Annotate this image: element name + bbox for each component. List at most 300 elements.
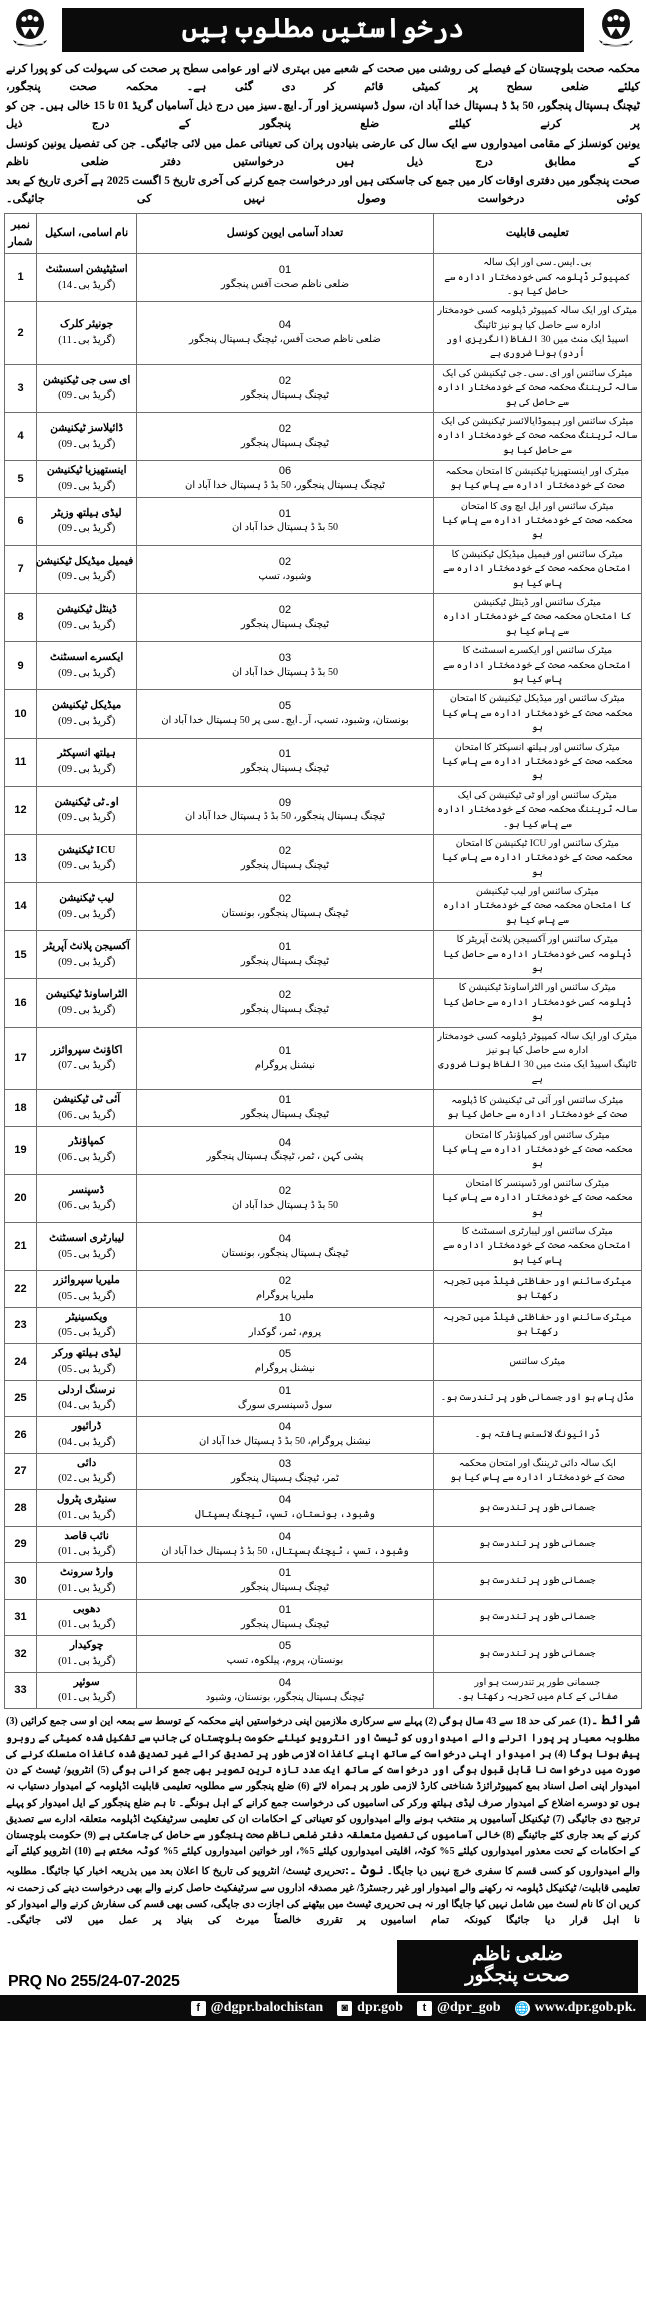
post-count: 01 [278,1094,292,1107]
post-scale: (گریڈ بی۔05) [58,1248,116,1260]
qualification-line: کمپیوٹر ڈپلومہ کسی خودمختار ادارہ سے حاصل کیا ہو۔ [444,271,631,297]
cell-posts [137,642,433,690]
post-location: ٹیچنگ ہسپتال پنجگور [240,437,330,449]
cell-serial: 28 [5,1490,37,1527]
post-location: ٹمر، ٹیچنگ ہسپتال پنجگور [230,1472,339,1484]
post-title: لیب ٹیکنیشن [59,892,115,904]
website-link[interactable] [515,2000,636,2016]
post-scale: (گریڈ بی۔09) [58,667,116,679]
qualification-line: میٹرک سائنس اور لیبارٹری اسسٹنٹ کا [461,1226,613,1237]
cell-qualification [433,1417,641,1454]
cell-posts [137,1526,433,1563]
page-title-text: درخواستیں مطلوب ہیں [181,12,465,43]
cell-post-name [37,1307,137,1344]
cell-post-name [37,834,137,882]
table-row [5,931,642,979]
post-count: 03 [278,652,292,665]
cell-qualification [433,1380,641,1417]
globe-icon: 🌐 [515,2002,529,2015]
cell-serial: 10 [5,690,37,738]
cell-serial: 18 [5,1090,37,1127]
cell-post-name [37,1344,137,1381]
post-location: ملیریا پروگرام [256,1290,314,1302]
qualification-line: سالہ ٹریننگ محکمہ صحت کے خودمختار ادارہ سے حاصل کیا ہو [437,430,638,456]
table-row [5,1672,642,1709]
cell-qualification [433,254,641,302]
post-count: 04 [278,1530,292,1543]
cell-posts [137,302,433,365]
cell-post-name [37,413,137,461]
balochistan-government-crest-left-icon [590,4,642,56]
post-count: 04 [278,319,292,332]
cell-qualification [433,594,641,642]
twitter-icon: t [417,2001,432,2016]
qualification-line: ڈرائیونگ لائسنس یافتہ ہو۔ [474,1428,600,1440]
post-location: ٹیچنگ ہسپتال پنجگور، بونستان [221,1247,349,1259]
cell-qualification [433,1271,641,1308]
post-count: 01 [278,1603,292,1616]
cell-serial: 6 [5,497,37,545]
social-media-bar [0,1995,646,2021]
table-row [5,834,642,882]
qualification-line: محکمہ صحت کے خودمختار ادارہ سے پاس کیا ہو [441,707,633,734]
column-header-posts: تعداد آسامی ایوین کونسل [137,214,433,254]
post-location: ٹیچنگ ہسپتال پنجگور [240,1582,330,1594]
post-scale: (گریڈ بی۔01) [58,1582,116,1594]
cell-serial: 24 [5,1344,37,1381]
cell-qualification [433,1490,641,1527]
qualification-line: صحت کے خودمختار ادارہ سے پاس کیا ہو [450,479,625,491]
page-title [62,8,584,52]
cell-qualification [433,738,641,786]
twitter-label: @dpr_gob [436,2000,501,2016]
cell-post-name [37,1126,137,1174]
authority-line-1: ضلعی ناظم [471,1943,564,1965]
post-scale: (گریڈ بی۔09) [58,908,116,920]
post-scale: (گریڈ بی۔14) [58,279,116,291]
post-scale: (گریڈ بی۔05) [58,1327,116,1339]
qualification-line: میٹرک سائنس اور ڈینٹل ٹیکنیشن [473,597,602,609]
authority-line-2: صحت پنجگور [465,1965,570,1987]
twitter-link[interactable] [417,2000,501,2016]
cell-serial: 2 [5,302,37,365]
qualification-line: میٹرک سائنس اور ICU ٹیکنیشن کا امتحان [455,837,619,849]
post-location: بونستان، پروم، پیلکوہ، تسپ [226,1655,344,1667]
post-title: آکسیجن پلانٹ آپریٹر [43,941,130,953]
signature-row [0,1931,646,1993]
post-location: ٹیچنگ ہسپتال پنجگور، 50 بڈ ڈ ہسپتال خدا آباد ان [185,811,385,823]
cell-serial: 20 [5,1174,37,1222]
post-scale: (گریڈ بی۔09) [58,480,116,492]
post-count: 02 [278,892,292,905]
cell-posts [137,738,433,786]
cell-qualification [433,1027,641,1090]
post-count: 02 [278,555,292,568]
table-row [5,1380,642,1417]
post-scale: (گریڈ بی۔06) [58,1109,116,1121]
cell-posts [137,1672,433,1709]
column-header-serial: نمبر شمار [5,214,37,254]
qualification-line: صحت کے خودمختار ادارہ سے حاصل کیا ہو [447,1108,628,1120]
table-row [5,364,642,412]
post-location: نیشنل پروگرام [254,1363,316,1375]
post-scale: (گریڈ بی۔09) [58,571,116,583]
post-title: ملیریا سپروائزر [53,1275,120,1287]
conditions-text [6,1710,640,1929]
qualification-line: جسمانی طور پر تندرست ہو [479,1501,596,1513]
cell-serial: 4 [5,413,37,461]
table-row [5,1563,642,1600]
cell-serial: 31 [5,1599,37,1636]
qualification-line: میٹرک سائنس اور ڈسپنسر کا امتحان [465,1177,610,1189]
cell-posts [137,1090,433,1127]
cell-posts [137,786,433,834]
post-scale: (گریڈ بی۔02) [58,1473,116,1485]
table-row [5,979,642,1027]
post-location: نیشنل پروگرام [254,1059,316,1071]
post-title: الٹراساونڈ ٹیکنیشن [45,989,128,1001]
table-row [5,1174,642,1222]
post-location: ٹیچنگ ہسپتال پنجگور [240,859,330,871]
post-location: پروم، ٹمر، گوکدار [248,1326,322,1338]
post-count: 09 [278,796,292,809]
qualification-line: امتحان محکمہ صحت کے خودمختار ادارہ سے پاس کیا ہو [443,563,632,589]
cell-posts [137,1417,433,1454]
cell-qualification [433,364,641,412]
post-location: ٹیچنگ ہسپتال پنجگور، بونستان [221,907,349,919]
cell-posts [137,1223,433,1271]
cell-serial: 19 [5,1126,37,1174]
qualification-line: سالہ ٹریننگ محکمہ صحت کے خودمختار ادارہ سے پاس کیا ہو۔ [437,804,638,830]
issuing-authority [397,1940,638,1994]
post-title: ICU ٹیکنیشن [57,844,116,856]
intro-line-2: ٹیچنگ ہسپتال پنجگور، 50 بڈ ڈ ہسپتال خدا آباد ان، سول ڈسپنسریز اور آر۔ایچ۔سیز میں درج ذیل آسامیاں گریڈ 01 تا 15 خالی ہیں۔ جن کو پر کرنے کیلئے ضلع پنجگور کے درج ذیل [6,100,640,131]
cell-serial: 17 [5,1027,37,1090]
post-scale: (گریڈ بی۔09) [58,523,116,535]
qualification-line: میٹرک سائنس اور کمپاؤنڈر کا امتحان [464,1129,610,1141]
post-title: وارڈ سرونٹ [60,1567,114,1579]
post-count: 04 [278,1494,292,1507]
post-scale: (گریڈ بی۔01) [58,1619,116,1631]
cell-post-name [37,1599,137,1636]
qualification-line: محکمہ صحت کے خودمختار ادارہ سے پاس کیا ہو [441,1144,633,1170]
table-row [5,883,642,931]
cell-post-name [37,1636,137,1673]
post-count: 05 [278,1640,292,1653]
cell-posts [137,461,433,498]
cell-post-name [37,364,137,412]
post-title: سنیٹری پٹرول [56,1494,117,1506]
post-count: 04 [278,1421,292,1434]
qualification-line: میٹرک سائنس اور لیب ٹیکنیشن [475,886,599,898]
cell-posts [137,364,433,412]
post-scale: (گریڈ بی۔01) [58,1509,116,1521]
cell-posts [137,413,433,461]
cell-serial: 11 [5,738,37,786]
cell-post-name [37,786,137,834]
post-title: ای سی جی ٹیکنیشن [42,374,131,386]
cell-serial: 8 [5,594,37,642]
qualification-line: محکمہ صحت کے خودمختار ادارہ سے پاس کیا ہو [441,515,633,541]
cell-serial: 23 [5,1307,37,1344]
post-scale: (گریڈ بی۔05) [58,1290,116,1302]
post-count: 02 [278,374,292,387]
cell-qualification [433,1672,641,1709]
facebook-link[interactable] [191,2000,324,2016]
cell-serial: 7 [5,545,37,593]
post-title: نائب قاصد [64,1530,109,1542]
qualification-line: جسمانی طور پر تندرست ہو [479,1611,596,1623]
post-count: 05 [278,1348,292,1361]
qualification-line: امتحان محکمہ صحت کے خودمختار ادارہ سے پاس کیا ہو [443,659,632,685]
cell-post-name [37,1417,137,1454]
cell-posts [137,1490,433,1527]
cell-serial: 3 [5,364,37,412]
intro-paragraph [0,58,646,212]
post-title: لیڈی ہیلتھ ورکر [52,1348,122,1360]
table-row [5,1490,642,1527]
cell-serial: 5 [5,461,37,498]
cell-posts [137,1344,433,1381]
post-location: ٹیچنگ ہسپتال پنجگور [240,763,330,775]
cell-post-name [37,1271,137,1308]
qualification-line: میٹرک سائنس اور الٹراساونڈ ٹیکنیشن کا [458,982,616,994]
qualification-line: جسمانی طور پر تندرست ہو [479,1538,596,1550]
table-row [5,594,642,642]
qualification-line: میٹرک سائنس اور حفاظتی فیلڈ میں تجربہ رکھتا ہو [443,1312,632,1338]
post-count: 04 [278,1136,292,1149]
qualification-line: میٹرک سائنس اور آئی ٹی ٹیکنیشن کا ڈپلومہ [451,1094,624,1106]
cell-post-name [37,1223,137,1271]
post-scale: (گریڈ بی۔05) [58,1363,116,1375]
post-scale: (گریڈ بی۔09) [58,764,116,776]
qualification-line: ایک سالہ دائی ٹریننگ اور امتحان محکمہ [458,1458,616,1470]
qualification-line: سالہ ٹریننگ محکمہ صحت کے خودمختار ادارہ سے حاصل کی ہو [437,382,638,408]
qualification-line: کا امتحان محکمہ صحت کے خودمختار ادارہ سے پاس کیا ہو [443,611,632,637]
post-count: 01 [278,507,292,520]
table-row [5,1271,642,1308]
qualification-line: محکمہ صحت کے خودمختار ادارہ سے پاس کیا ہو [441,852,633,878]
qualification-line: اسپیڈ ایک منٹ میں 30 الفاظ (انگریزی اور اُردو) ہونا ضروری ہے [446,334,629,360]
post-title: لیبارٹری اسسٹنٹ [49,1232,125,1244]
post-count: 04 [278,1232,292,1245]
cell-qualification [433,979,641,1027]
post-location: 50 بڈ ڈ ہسپتال خدا آباد ان [231,1199,338,1211]
cell-serial: 33 [5,1672,37,1709]
conditions-body: (1) عمر کی حد 18 سے 43 سال ہوگی (2) پہلے سے سرکاری ملازمین اپنی درخواستیں اپنے محکمہ کے توسط سے بمعہ این او سی جمع کرائیں (3) مطلوبہ معیار پر پورا اترنے والے امیدواروں کو ٹیسٹ اور انٹرویو کیلئے حکومت بلوچستان کی جانب سے تشکیل شدہ کمیٹی کے روبرو پیش ہونا ہوگا (4) ہر امیدوار اپنی درخواست کے ساتھ اپنے کاغذات لازمی طور پر تصدیق کرائے غیر تصدیق شدہ کاغذات منسلک کرنے کی صورت میں درخواست نا قابل قبول ہوگی اور درخواست کے ساتھ ایک عدد تازہ ترین تصویر بھی جمع کرانی ہوگی (5) انٹرویو/ ٹیسٹ کے دن امیدوار اپنی اصل اسناد بمع کمپیوٹرائزڈ شناختی کارڈ لازمی طور پر ہمراہ لائے (6) ضلع پنجگور سے مطلوبہ تعلیمی قابلیت اڈپلومہ کے امیدوار دستیاب نہ ہوں تو دوسرے اضلاع کے امیدوار صرف لیڈی ہیلتھ ورکر کی اسامیوں کی درخواست جمع کرانے کے اہل ہونگے۔ تا ہم ضلع پنجگور کے ایل امیدوار کو پہلے ترجیح دی جائیگی (7) ٹیکنیکل آسامیوں پر منتخب ہونے والے امیدواروں کو تعیناتی کے احکامات ان کی تعلیمی سرٹیفکیٹ اڈپلومہ متعلقہ ادارے سے تصدیق کرنے کے بعد جاری کئے جائینگے (8) خالی آسامیوں کی تفصیل متعلقہ دفتر ضلعی ناظم صحت پنجگور سے حاصل کی جاسکتی ہے (9) حکومت بلوچستان کے احکامات کے تحت معذور امیدواروں کیلئے 5% کوٹہ، اقلیتی امیدواروں کیلئے 5%، اور خواتین امیدواروں کیلئے 5% کوٹہ مختص ہے (10) انٹرویو کیلئے آنے والے امیدواروں کو کسی قسم کا سفری خرچ نہیں دیا جایگا۔ [6,1716,641,1878]
qualification-line: میٹرک سائنس اور حفاظتی فیلڈ میں تجربہ رکھتا ہو [443,1275,632,1301]
post-location: ٹیچنگ ہسپتال پنجگور، 50 بڈ ڈ ہسپتال خدا آباد ان [185,480,385,492]
post-scale: (گریڈ بی۔06) [58,1200,116,1212]
post-location: 50 بڈ ڈ ہسپتال خدا آباد ان [231,666,338,678]
post-count: 02 [278,844,292,857]
post-count: 01 [278,1384,292,1397]
post-title: اینستھیزیا ٹیکنیشن [46,465,127,477]
cell-posts [137,1174,433,1222]
qualification-line: میٹرک سائنس اور آکسیجن پلانٹ آپریٹر کا [456,934,619,946]
cell-post-name [37,931,137,979]
table-row [5,302,642,365]
cell-posts [137,1599,433,1636]
table-row [5,738,642,786]
table-row [5,461,642,498]
cell-serial: 1 [5,254,37,302]
instagram-link[interactable] [337,2000,403,2016]
post-scale: (گریڈ بی۔11) [58,335,116,347]
post-scale: (گریڈ بی۔04) [58,1400,116,1412]
post-title: دھوبی [73,1603,101,1615]
qualification-line: میٹرک سائنس اور ای۔سی۔جی ٹیکنیشن کی ایک [442,367,633,379]
qualification-line: میٹرک سائنس اور ایکسرے اسسٹنٹ کا [462,645,613,657]
table-row [5,1344,642,1381]
qualification-line: جسمانی طور پر تندرست ہو [479,1574,596,1586]
post-location: وشبود، تسپ [258,570,312,582]
cell-posts [137,1636,433,1673]
cell-qualification [433,1453,641,1490]
cell-qualification [433,1344,641,1381]
cell-qualification [433,461,641,498]
post-title: لیڈی ہیلتھ وزیٹر [51,507,122,519]
qualification-line: ٹائپنگ اسپیڈ ایک منٹ میں 30 الفاظ ہونا ضروری ہے [438,1059,637,1085]
table-row [5,1307,642,1344]
post-location: 50 بڈ ڈ ہسپتال خدا آباد ان [231,522,338,534]
cell-post-name [37,1526,137,1563]
post-location: ٹیچنگ ہسپتال پنجگور [240,1109,330,1121]
post-count: 02 [278,989,292,1002]
post-count: 04 [278,1676,292,1689]
cell-serial: 30 [5,1563,37,1600]
post-scale: (گریڈ بی۔04) [58,1436,116,1448]
post-title: کمپاؤنڈر [68,1136,105,1148]
cell-qualification [433,1174,641,1222]
post-location: ٹیچنگ ہسپتال پنجگور [240,1618,330,1630]
cell-qualification [433,497,641,545]
post-title: ڈائیلاسز ٹیکنیشن [50,422,124,434]
post-location: سول ڈسپنسری سورگ [237,1399,333,1411]
cell-posts [137,545,433,593]
cell-post-name [37,1672,137,1709]
cell-qualification [433,786,641,834]
post-scale: (گریڈ بی۔07) [58,1060,116,1072]
post-scale: (گریڈ بی۔01) [58,1655,116,1667]
post-location: وشبود، بونستان، تسپ، ٹیچنگ ہسپتال [195,1509,375,1521]
cell-posts [137,979,433,1027]
post-location: بونستان، وشبود، تسپ، آر۔ایچ۔سی پر 50 ہسپتال خدا آباد ان [161,715,409,727]
facebook-icon: f [191,2001,206,2016]
post-title: ڈسپنسر [69,1184,105,1196]
post-count: 05 [278,700,292,713]
cell-post-name [37,690,137,738]
cell-qualification [433,302,641,365]
qualification-line: جسمانی طور پر تندرست ہو اور [474,1677,601,1689]
cell-post-name [37,461,137,498]
table-row [5,642,642,690]
table-row [5,254,642,302]
post-title: فیمیل میڈیکل ٹیکنیشن [36,555,134,567]
cell-posts [137,883,433,931]
post-count: 01 [278,941,292,954]
cell-qualification [433,1599,641,1636]
post-count: 01 [278,1567,292,1580]
qualification-line: میٹرک سائنس اور ایل ایچ وی کا امتحان [460,500,614,512]
instagram-label: dpr.gob [357,2000,403,2016]
post-location: نیشنل پروگرام، 50 بڈ ڈ ہسپتال خدا آباد ان [198,1436,371,1448]
cell-posts [137,931,433,979]
post-location: ٹیچنگ ہسپتال پنجگور، بونستان، وشبود [205,1691,365,1703]
cell-serial: 29 [5,1526,37,1563]
post-count: 02 [278,1184,292,1197]
post-location: وشبود، تسپ ، ٹیچنگ ہسپتال، 50 بڈ ڈ ہسپتال خدا آباد ان [161,1545,409,1557]
qualification-line: میٹرک سائنس اور فیمیل میڈیکل ٹیکنیشن کا [451,548,624,560]
cell-posts [137,1307,433,1344]
post-location: ضلعی ناظم صحت آفس پنجگور [220,278,350,290]
cell-post-name [37,254,137,302]
post-title: جونیئر کلرک [60,319,114,331]
cell-post-name [37,883,137,931]
cell-qualification [433,1223,641,1271]
post-location: ٹیچنگ ہسپتال پنجگور [240,1004,330,1016]
table-row [5,1126,642,1174]
qualification-line: میٹرک سائنس [509,1355,566,1367]
cell-qualification [433,1563,641,1600]
post-title: ڈرائیور [72,1421,102,1433]
post-count: 02 [278,422,292,435]
cell-qualification [433,1526,641,1563]
post-scale: (گریڈ بی۔01) [58,1692,116,1704]
vacancies-table [4,213,642,1709]
post-scale: (گریڈ بی۔06) [58,1152,116,1164]
qualification-line: محکمہ صحت کے خودمختار ادارہ سے پاس کیا ہو [441,1192,633,1218]
cell-posts [137,1380,433,1417]
cell-serial: 26 [5,1417,37,1454]
post-location: پشی کہن ، ٹمر، ٹیچنگ ہسپتال پنجگور [206,1151,364,1163]
cell-posts [137,594,433,642]
post-scale: (گریڈ بی۔09) [58,860,116,872]
post-title: دائی [77,1457,97,1469]
post-scale: (گریڈ بی۔09) [58,715,116,727]
post-location: ضلعی ناظم صحت آفس، ٹیچنگ ہسپتال پنجگور [189,334,381,346]
cell-post-name [37,738,137,786]
qualification-line: میٹرک اور ایک سالہ کمپیوٹر ڈپلومہ کسی خودمختار ادارہ سے حاصل کیا ہو نیز [437,1030,638,1056]
qualification-line: میٹرک سائنس اور میڈیکل ٹیکنیشن کا امتحان [449,693,625,705]
cell-post-name [37,979,137,1027]
table-row [5,1636,642,1673]
cell-post-name [37,1174,137,1222]
qualification-line: ڈپلومہ کسی خودمختار ادارہ سے حاصل کیا ہو [443,996,632,1023]
post-scale: (گریڈ بی۔09) [58,956,116,968]
post-title: سوئپر [73,1676,100,1688]
post-title: میڈیکل ٹیکنیشن [52,700,122,712]
post-title: چوکیدار [69,1640,104,1652]
post-title: اسٹیٹیشن اسسٹنٹ [45,263,128,275]
conditions-label: شرائط ۔ [590,1712,640,1728]
balochistan-government-crest-right-icon [4,4,56,56]
qualification-line: صحت کے خودمختار ادارہ سے پاس کیا ہو [450,1472,625,1484]
post-title: ایکسرے اسسٹنٹ [50,652,124,664]
qualification-line: محکمہ صحت کے خودمختار ادارہ سے پاس کیا ہو [441,755,633,782]
post-count: 03 [278,1457,292,1470]
cell-post-name [37,497,137,545]
cell-post-name [37,302,137,365]
cell-qualification [433,545,641,593]
qualification-line: مڈل پاس ہو اور جسمانی طور پر تندرست ہو۔ [440,1392,635,1404]
cell-serial: 25 [5,1380,37,1417]
cell-serial: 14 [5,883,37,931]
facebook-label: @dgpr.balochistan [210,2000,324,2016]
post-title: او۔ٹی ٹیکنیشن [54,796,119,808]
table-row [5,1417,642,1454]
cell-post-name [37,594,137,642]
